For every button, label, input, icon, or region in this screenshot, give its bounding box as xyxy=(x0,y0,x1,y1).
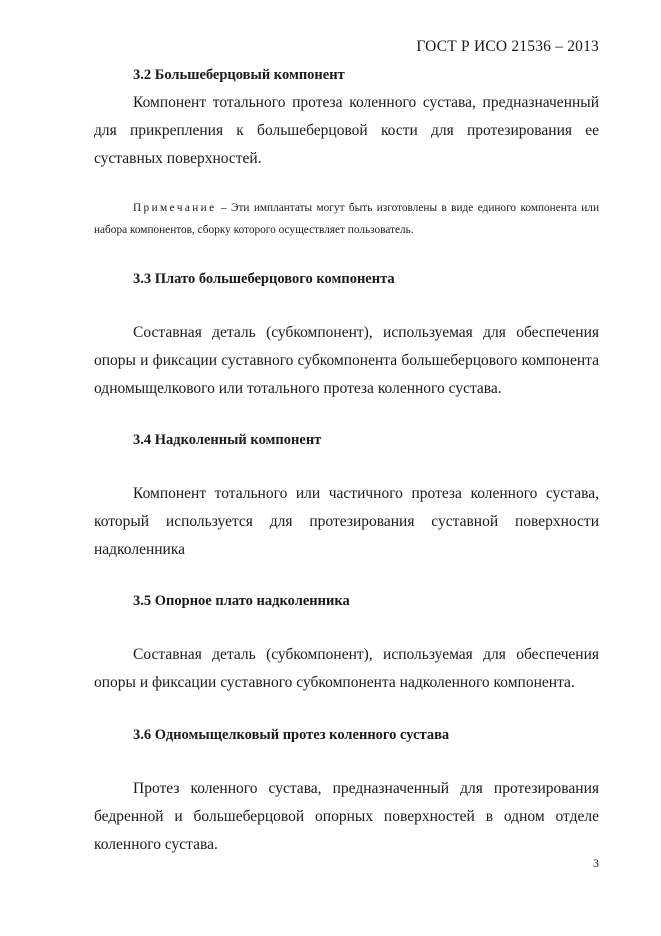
note-text: – Эти имплантаты могут быть изготовлены в виде единого компонента или набора компонентов, сборку которого осуществляет пользователь. xyxy=(94,202,599,236)
section-heading-3-3: 3.3 Плато большеберцового компонента xyxy=(133,271,395,287)
section-text-3-2: Компонент тотального протеза коленного сустава, предназначенный для прикрепления к большеберцовой кости для протезирования ее суставных поверхностей. xyxy=(94,94,599,167)
note xyxy=(94,197,599,241)
section-text-3-3: Составная деталь (субкомпонент), используемая для обеспечения опоры и фиксации суставного субкомпонента большеберцового компонента одномыщелкового или тотального протеза коленного сустава. xyxy=(94,324,599,397)
section-heading-3-6: 3.6 Одномыщелковый протез коленного сустава xyxy=(133,727,450,743)
section-text-3-6: Протез коленного сустава, предназначенный для протезирования бедренной и большеберцовой опорных поверхностей в одном отделе коленного сустава. xyxy=(94,780,599,853)
page-number: 3 xyxy=(593,856,599,870)
section-heading-3-2: 3.2 Большеберцовый компонент xyxy=(133,67,345,83)
standard-header: ГОСТ Р ИСО 21536 – 2013 xyxy=(416,38,599,55)
section-text-3-5: Составная деталь (субкомпонент), используемая для обеспечения опоры и фиксации суставного субкомпонента надколенного компонента. xyxy=(94,646,599,691)
section-heading-3-4: 3.4 Надколенный компонент xyxy=(133,432,322,448)
note-label: Примечание xyxy=(133,202,217,214)
section-heading-3-5: 3.5 Опорное плато надколенника xyxy=(133,593,350,609)
section-text-3-4: Компонент тотального или частичного протеза коленного сустава, который используется для протезирования суставной поверхности надколенника xyxy=(94,485,599,558)
